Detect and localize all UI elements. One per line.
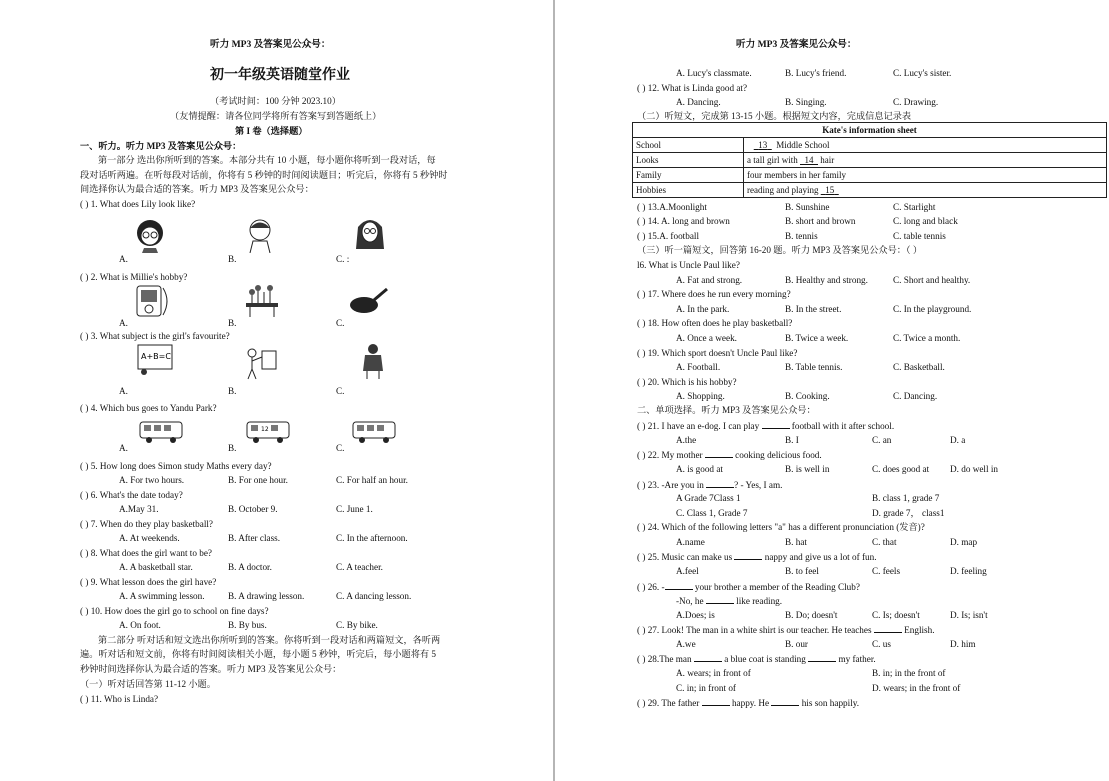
option-a: A.feel [676,566,699,576]
question-24: ( ) 24. Which of the following letters "a" has a different pronunciation (发音)? [637,522,925,532]
section-listening: 一、听力。听力 MP3 及答案见公众号： [80,141,242,151]
option-c: C. feels [872,566,901,576]
option-c: C. Starlight [893,202,936,212]
option-b: B. class 1, grade 7 [872,493,940,503]
answer-blank[interactable] [702,695,730,706]
right-page [556,0,1109,781]
subsection-3: （三）听一篇短文，回答第 16-20 题。听力 MP3 及答案见公众号：（ ） [637,245,923,255]
option-a: A.name [676,537,705,547]
row-key: Family [633,168,744,183]
info-sheet-table [632,122,1107,198]
row-key: Looks [633,153,744,168]
bus-12-image [245,419,291,445]
question-1: ( ) 1. What does Lily look like? [80,199,196,209]
option-b: B. Singing. [785,97,827,107]
question-29: ( ) 29. The father happy. He his son happily. [637,695,859,711]
option-b: B. Sunshine [785,202,830,212]
option-a: A. Dancing. [676,97,721,107]
subsection-1: （一）听对话回答第 11-12 小题。 [80,679,216,689]
option-b: B. short and brown [785,216,856,226]
answer-blank[interactable] [874,622,902,633]
option-a: A. Shopping. [676,391,725,401]
option-c: C. us [872,639,891,649]
option-a: A. A basketball star. [119,562,193,572]
exam-title: 初一年级英语随堂作业 [210,68,350,83]
option-d: D. him [950,639,976,649]
option-c: C. does good at [872,464,930,474]
exam-info: （考试时间：100 分钟 2023.10） [210,96,341,106]
option-a: A. is good at [676,464,723,474]
option-c: C. Dancing. [893,391,938,401]
question-11: ( ) 11. Who is Linda? [80,694,159,704]
option-a: A. Lucy's classmate. [676,68,752,78]
part2-intro-line: 第二部分 听对话和短文选出你所听到的答案。你将听到一段对话和两篇短文，各听两 [98,635,441,645]
question-22: ( ) 22. My mother cooking delicious food. [637,447,822,463]
subsection-2: （二）听短文，完成第 13-15 小题。根据短文内容，完成信息记录表 [637,111,912,121]
left-page [0,0,553,781]
part1-intro-line: 间选择你认为最合适的答案。听力 MP3 及答案见公众号： [80,184,314,194]
page-header: 听力 MP3 及答案见公众号： [210,39,331,50]
page-header: 听力 MP3 及答案见公众号： [736,39,857,50]
option-a: A. In the park. [676,304,730,314]
question-27: ( ) 27. Look! The man in a white shirt is our teacher. He teaches English. [637,622,935,638]
blank-15[interactable]: 15 [825,184,835,195]
option-c: C. in; in front of [676,683,736,693]
table-row [633,168,1107,183]
volume-title: 第 I 卷（选择题） [235,126,308,136]
option-a: A.we [676,639,696,649]
option-a: A. At weekends. [119,533,180,543]
question-26-line2: -No, he like reading. [676,593,782,609]
question-14: ( ) 14. A. long and brown [637,216,730,226]
question-13: ( ) 13.A.Moonlight [637,202,707,212]
question-4: ( ) 4. Which bus goes to Yandu Park? [80,403,217,413]
option-b: B. our [785,639,808,649]
part1-intro-line: 段对话听两遍。在听每段对话前，你将有 5 秒钟的时间阅读题目；听完后，你将有 5 秒钟时 [80,170,448,180]
table-row [633,153,1107,168]
question-16: l6. What is Uncle Paul like? [637,260,740,270]
option-c: C. Short and healthy. [893,275,971,285]
option-b: B. is well in [785,464,830,474]
option-c-label: C. : [336,254,350,264]
option-b: B. Table tennis. [785,362,843,372]
answer-blank[interactable] [705,447,733,458]
option-d: D. a [950,435,966,445]
option-c: C. In the playground. [893,304,972,314]
option-c-label: C. [336,386,345,396]
option-a: A. For two hours. [119,475,185,485]
option-c: C. By bike. [336,620,378,630]
option-b: B. in; in the front of [872,668,946,678]
option-c: C. June 1. [336,504,373,514]
question-9: ( ) 9. What lesson does the girl have? [80,577,217,587]
option-c-label: C. [336,443,345,453]
row-value: 13 Middle School [744,138,1107,153]
answer-blank[interactable] [734,549,762,560]
option-c: C. A dancing lesson. [336,591,412,601]
option-c: C. an [872,435,892,445]
option-d: D. feeling [950,566,987,576]
answer-blank[interactable] [706,477,734,488]
option-a: A.May 31. [119,504,159,514]
part1-intro-line: 第一部分 选出你所听到的答案。本部分共有 10 小题，每小题你将听到一段对话，每 [98,155,436,165]
board-text: A+B=C [141,352,171,361]
option-a: A.the [676,435,697,445]
question-17: ( ) 17. Where does he run every morning? [637,289,791,299]
option-b: B. In the street. [785,304,842,314]
question-19: ( ) 19. Which sport doesn't Uncle Paul like? [637,348,798,358]
part2-intro-line: 秒钟时间选择你认为最合适的答案。听力 MP3 及答案见公众号： [80,664,342,674]
option-a: A.Does; is [676,610,715,620]
answer-blank[interactable] [665,579,693,590]
option-d: D. Is; isn't [950,610,988,620]
blank-14[interactable]: 14 [804,154,814,165]
option-c: C. Is; doesn't [872,610,920,620]
question-8: ( ) 8. What does the girl want to be? [80,548,212,558]
question-3: ( ) 3. What subject is the girl's favourite? [80,331,230,341]
option-b: B. Cooking. [785,391,830,401]
boy-image [240,217,280,253]
bus-number: 12 [261,426,269,433]
option-c: C. that [872,537,897,547]
question-5: ( ) 5. How long does Simon study Maths every day? [80,461,272,471]
option-b: B. Twice a week. [785,333,849,343]
frying-pan-image [348,283,388,319]
blank-13[interactable]: 13 [758,139,768,150]
option-b: B. A drawing lesson. [228,591,305,601]
answer-blank[interactable] [762,418,790,429]
option-c: C. long and black [893,216,958,226]
bus-image [351,419,397,445]
answer-blank[interactable] [706,593,734,604]
option-c: C. Basketball. [893,362,945,372]
singer-image [355,343,395,379]
option-d: D. do well in [950,464,998,474]
option-d: D. grade 7， class1 [872,508,945,518]
reminder: （友情提醒：请各位同学将所有答案写到答题纸上） [170,111,382,121]
row-key: Hobbies [633,183,744,198]
info-sheet-title: Kate's information sheet [633,123,1107,138]
option-a: A. wears; in front of [676,668,751,678]
table-row [633,138,1107,153]
row-value: a tall girl with 14 hair [744,153,1107,168]
question-12: ( ) 12. What is Linda good at? [637,83,748,93]
option-c: C. table tennis [893,231,946,241]
option-d: D. map [950,537,978,547]
option-b: B. After class. [228,533,281,543]
option-a: A. Football. [676,362,721,372]
painter-image [240,345,280,381]
option-c: C. In the afternoon. [336,533,408,543]
option-c: C. Twice a month. [893,333,961,343]
music-player-image [133,283,173,319]
option-b: B. Do; doesn't [785,610,838,620]
question-7: ( ) 7. When do they play basketball? [80,519,214,529]
option-b: B. For one hour. [228,475,288,485]
row-key: School [633,138,744,153]
option-b: B. A doctor. [228,562,272,572]
table-row [633,183,1107,198]
option-c: C. Drawing. [893,97,939,107]
option-b: B. October 9. [228,504,278,514]
question-15: ( ) 15.A. football [637,231,700,241]
question-6: ( ) 6. What's the date today? [80,490,183,500]
page-divider [553,0,555,781]
row-value: four members in her family [744,168,1107,183]
bus-image [138,419,184,445]
option-b: B. to feel [785,566,819,576]
option-b-label: B. [228,318,237,328]
option-a: A Grade 7Class 1 [676,493,741,503]
girl-glasses-image [130,217,170,253]
answer-blank[interactable] [694,651,722,662]
option-a-label: A. [119,254,128,264]
option-c-label: C. [336,318,345,328]
option-b: B. Healthy and strong. [785,275,868,285]
option-b: B. By bus. [228,620,267,630]
option-a: A. Once a week. [676,333,737,343]
option-a-label: A. [119,443,128,453]
row-value: reading and playing 15 [744,183,1107,198]
question-10: ( ) 10. How does the girl go to school on fine days? [80,606,269,616]
option-a-label: A. [119,386,128,396]
option-d: D. wears; in the front of [872,683,961,693]
option-a: A. On foot. [119,620,161,630]
option-a: A. A swimming lesson. [119,591,205,601]
option-c: C. Class 1, Grade 7 [676,508,748,518]
option-a: A. Fat and strong. [676,275,743,285]
question-25: ( ) 25. Music can make us nappy and give us a lot of fun. [637,549,877,565]
option-c: C. For half an hour. [336,475,408,485]
option-b: B. I [785,435,799,445]
option-b-label: B. [228,254,237,264]
question-2: ( ) 2. What is Millie's hobby? [80,272,188,282]
answer-blank[interactable] [808,651,836,662]
option-b-label: B. [228,386,237,396]
option-c: C. Lucy's sister. [893,68,952,78]
section-single-choice: 二、单项选择。听力 MP3 及答案见公众号： [637,405,816,415]
option-b: B. tennis [785,231,818,241]
question-28: ( ) 28.The man a blue coat is standing my father. [637,651,876,667]
option-c: C. A teacher. [336,562,383,572]
question-26: ( ) 26. - your brother a member of the Reading Club? [637,579,860,595]
question-23: ( ) 23. -Are you in ? - Yes, I am. [637,477,782,493]
plants-table-image [242,283,282,319]
question-20: ( ) 20. Which is his hobby? [637,377,737,387]
option-b: B. hat [785,537,807,547]
part2-intro-line: 遍。听对话和短文前，你将有时间阅读相关小题，每小题 5 秒钟，听完后，每小题将有 5 [80,649,437,659]
girl-long-hair-image [350,217,390,253]
option-a-label: A. [119,318,128,328]
question-18: ( ) 18. How often does he play basketball? [637,318,793,328]
option-b-label: B. [228,443,237,453]
question-21: ( ) 21. I have an e-dog. I can play football with it after school. [637,418,894,434]
math-board-image [134,343,174,379]
answer-blank[interactable] [771,695,799,706]
option-b: B. Lucy's friend. [785,68,847,78]
